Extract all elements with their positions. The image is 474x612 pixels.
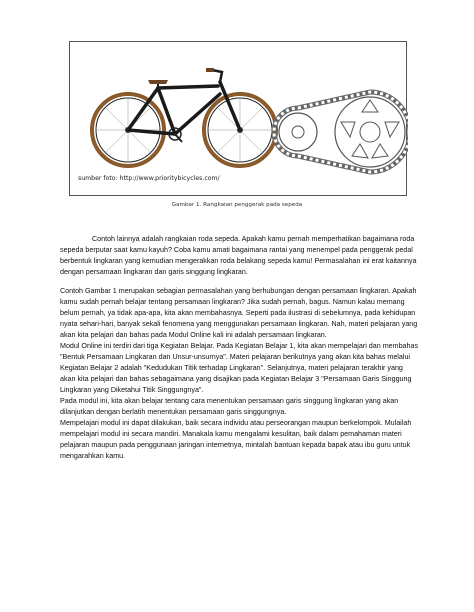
paragraph-4: Pada modul ini, kita akan belajar tentang cara menentukan persamaan garis singgung lingkaran yang akan dilanjutkan dengan berlatih menentukan persamaan garis singgungnya. [60,397,399,416]
image-credit: sumber foto: http://www.prioritybicycles.com/ [78,175,220,182]
figure-caption: Gambar 1. Rangkaian penggerak pada sepeda [171,202,303,208]
body-text [60,234,420,462]
paragraph-3: Modul Online ini terdiri dari tiga Kegiatan Belajar. Pada Kegiatan Belajar 1, kita akan mempelajari dan membahas "Bentuk Persamaan Lingkaran dan Unsur-unsurnya". Materi pelajaran berikutnya yang akan kita bahas melalui Kegiatan Belajar 2 adalah "Kedudukan Titik terhadap Lingkaran". Selanjutnya, materi pelajaran terakhir yang akan kita pelajari dan bahas sebagaimana yang disajikan pada Kegiatan Belajar 3 "Persamaan Garis Singgung Lingkaran yang Diketahui Titik Singgungnya". [60,342,419,394]
figure-frame [69,41,407,196]
paragraph-1: Contoh lainnya adalah rangkaian roda sepeda. Apakah kamu pernah memperhatikan bagaimana roda sepeda berputar saat kamu kayuh? Coba kamu amati bagaimana rantai yang menempel pada penggerak pedal berbentuk lingkaran yang kemudian mengerakkan roda belakang sepeda kamu! Permasalahan ini erat kaitannya dengan persamaan lingkaran dan garis singgung lingkaran. [60,235,417,276]
paragraph-2: Contoh Gambar 1 merupakan sebagian permasalahan yang berhubungan dengan persamaan lingkaran. Apakah kamu sudah pernah belajar tentang persamaan lingkaran? Jika sudah pernah, bagus. Namun kalau memang belum pernah, ya tidak apa-apa, kita akan membahasnya. Seperti pada ilustrasi di sebelumnya, pada kehidupan nyata sehari-hari, banyak sekali fenomena yang menggunakan persamaan lingkaran. Nah, materi pelajaran yang akan kita pelajari dan bahas pada Modul Online kali ini adalah persamaan lingkaran. [60,287,418,339]
bicycle-image [92,68,276,166]
paragraph-5: Mempelajari modul ini dapat dilakukan, baik secara individu atau perseorangan maupun berkelompok. Mulailah mempelajari modul ini secara mandiri. Manakala kamu mengalami kesulitan, baik dalam pemahaman materi pelajaran maupun pada penggunaan jaringan internetnya, mintalah bantuan kepada bapak atau ibu guru untuk mengarahkan kamu. [60,419,412,460]
chain-sprocket-diagram [274,92,408,172]
